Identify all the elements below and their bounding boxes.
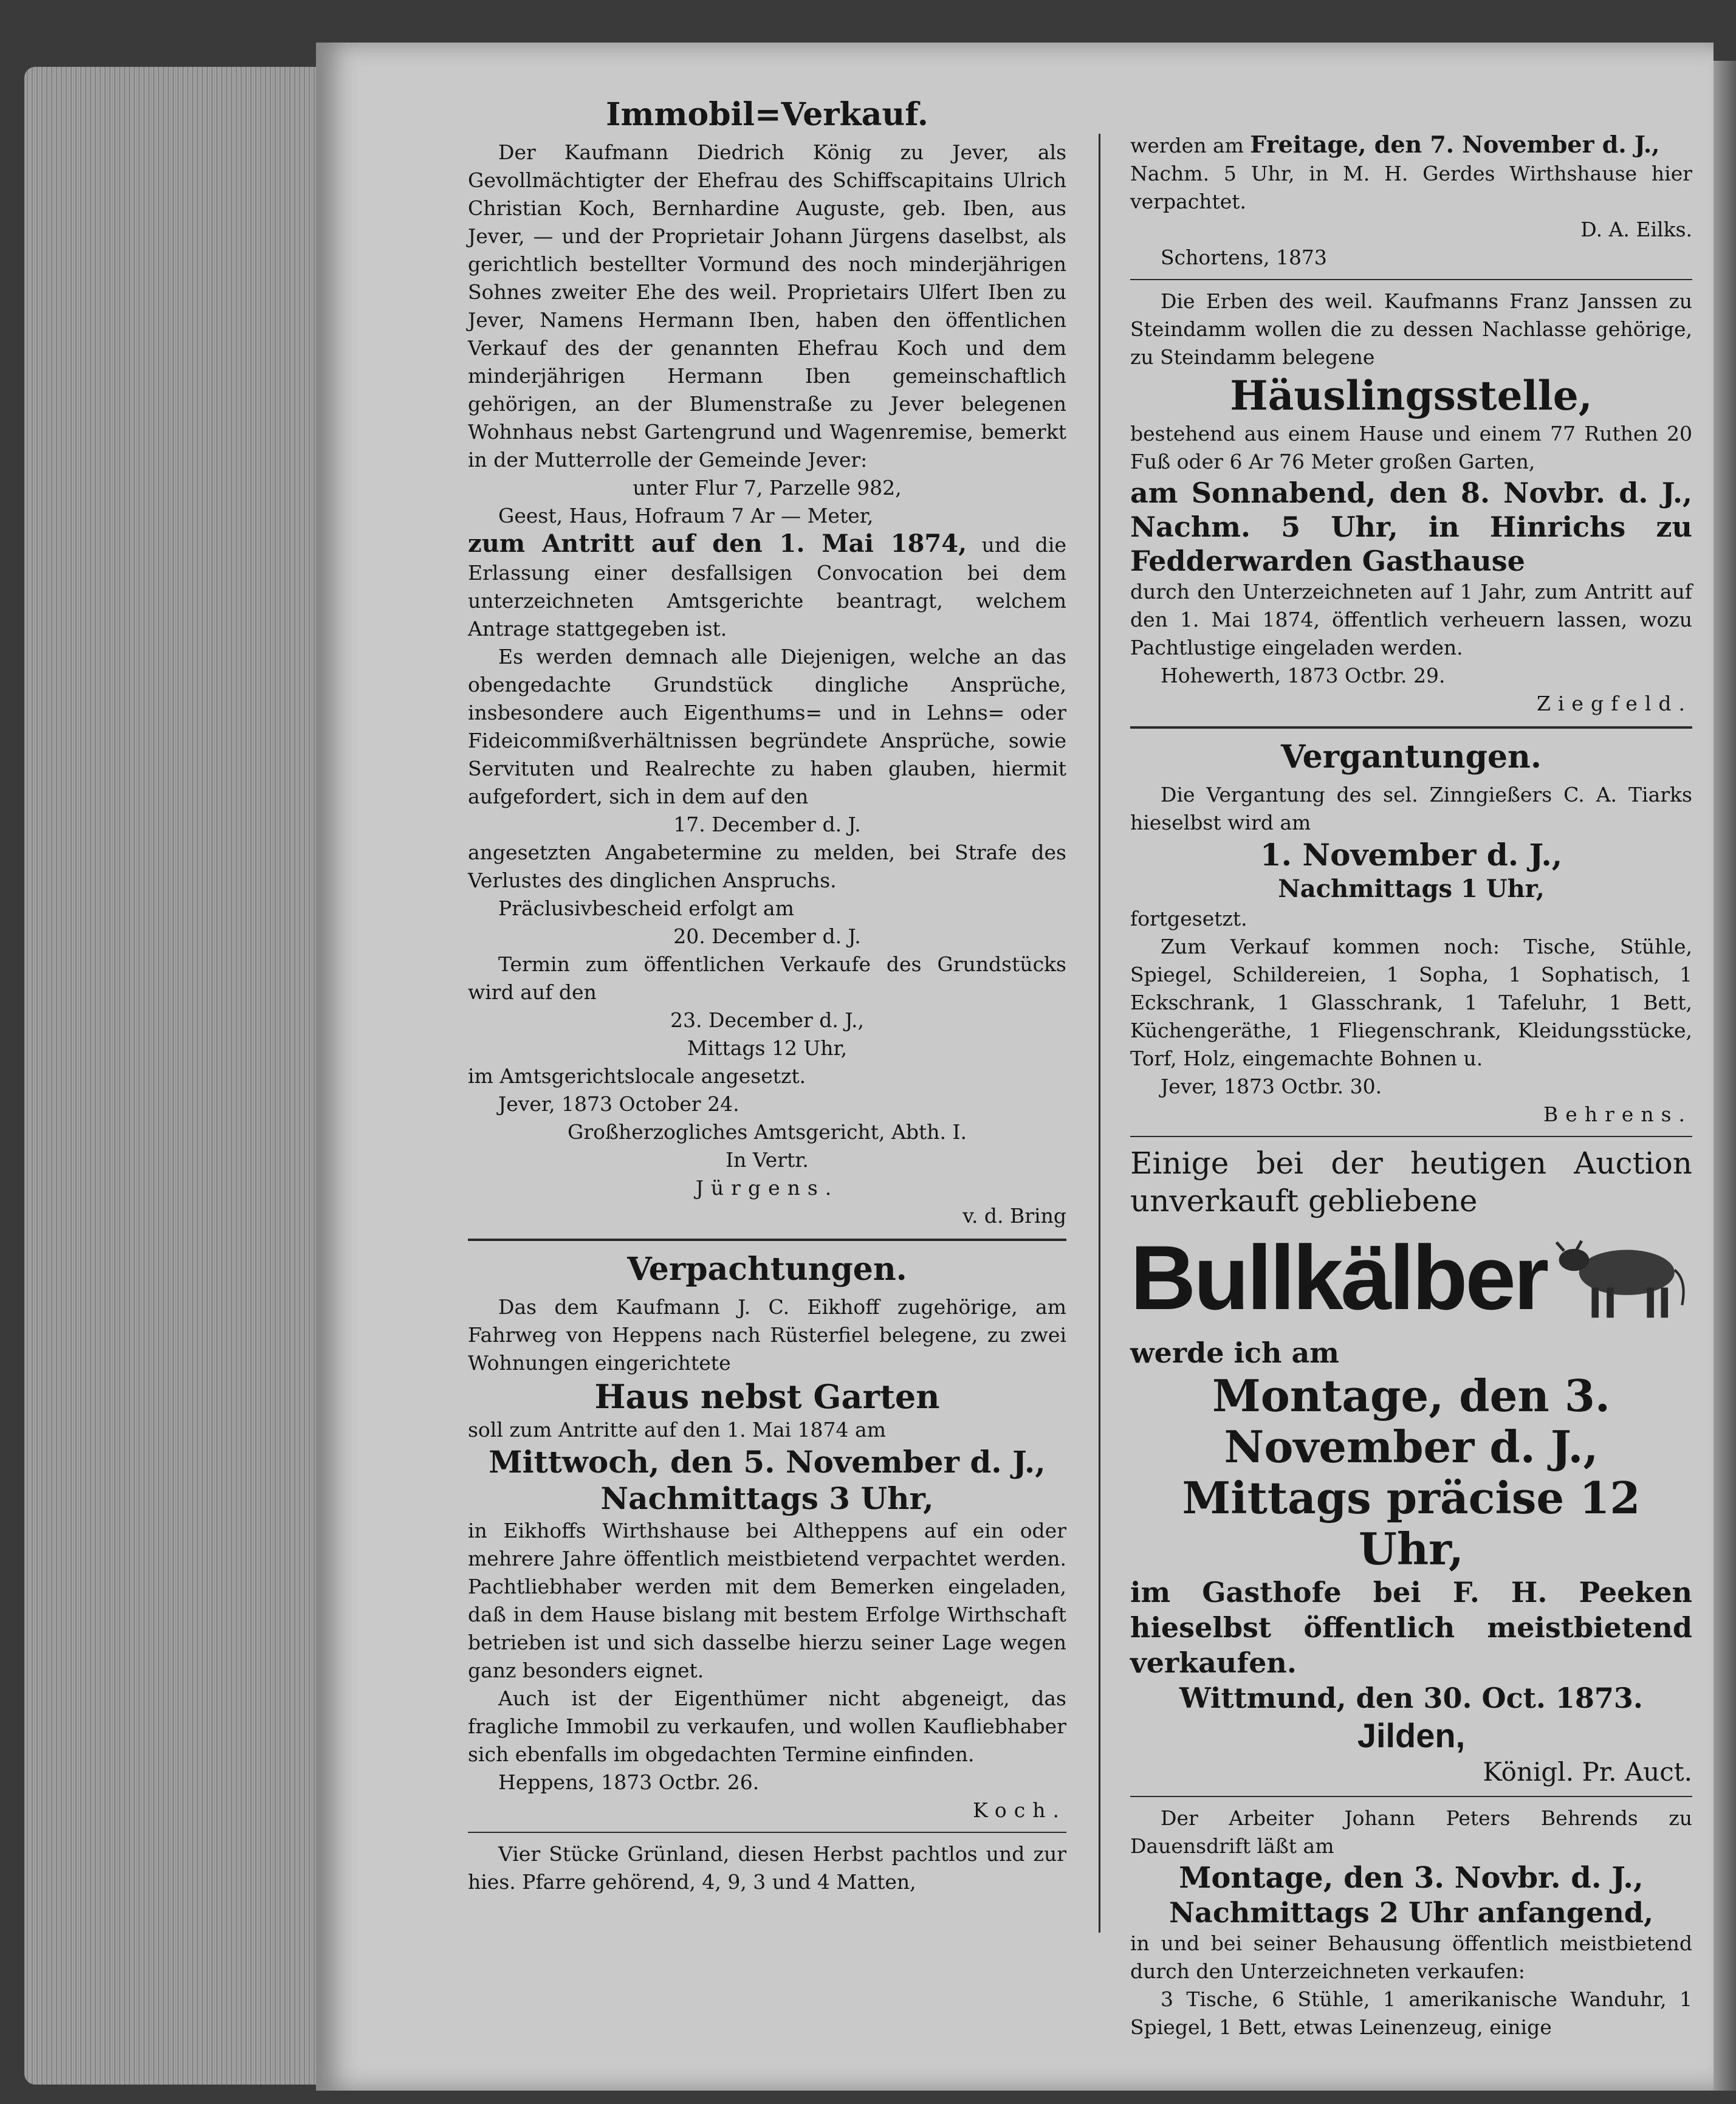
signature: Koch. xyxy=(973,1798,1066,1822)
signature: Jilden, xyxy=(1357,1716,1466,1755)
signature-2: v. d. Bring xyxy=(962,1204,1066,1228)
signature-1: Jürgens. xyxy=(695,1176,839,1200)
in-vertretung: In Vertr. xyxy=(726,1148,809,1172)
ad-headline: Häuslingsstelle, xyxy=(1230,372,1593,419)
place-date: Schortens, 1873 xyxy=(1161,246,1327,269)
auction-date: Montage, den 3. November d. J., Mittags präcise 12 Uhr, xyxy=(1182,1370,1641,1575)
signature: Ziegfeld. xyxy=(1536,692,1692,715)
ad-separator xyxy=(1130,726,1692,729)
place-date: Jever, 1873 October 24. xyxy=(498,1092,739,1116)
ad-body: Vier Stücke Grünland, diesen Herbst pachtlos und zur hies. Pfarre gehörend, 4, 9, 3 und 4 Matten, xyxy=(468,1842,1066,1894)
ad-verpachtung-schortens xyxy=(1130,131,1692,272)
auction-time: Nachmittags 3 Uhr, xyxy=(600,1480,934,1516)
ad-body: Der Arbeiter Johann Peters Behrends zu Dauensdrift läßt am xyxy=(1130,1806,1692,1858)
antritt-bold: zum Antritt auf den 1. Mai 1874, xyxy=(468,529,967,558)
ad-body: Das dem Kaufmann J. C. Eikhoff zugehörige, am Fahrweg von Heppens nach Rüsterfiel belegene, zu zwei Wohnungen eingerichtete xyxy=(468,1295,1066,1375)
ad-body-2: fortgesetzt. xyxy=(1130,907,1247,930)
page-right-edge xyxy=(1714,61,1736,2091)
ad-separator xyxy=(1130,1136,1692,1137)
book-page-edges xyxy=(24,67,340,2085)
ad-body-5: Termin zum öffentlichen Verkaufe des Grundstücks wird auf den xyxy=(468,952,1066,1004)
ad-vergantungen xyxy=(1130,737,1692,1129)
ad-haeuslingsstelle xyxy=(1130,287,1692,718)
line1-bold: Freitage, den 7. November d. J., xyxy=(1250,131,1660,158)
line1-pre: werden am xyxy=(1130,134,1244,157)
date-line-2: 20. December d. J. xyxy=(673,924,861,948)
ad-body-3: durch den Unterzeichneten auf 1 Jahr, zum Antritt auf den 1. Mai 1874, öffentlich verheuern lassen, wozu Pachtlustige eingeladen werden. xyxy=(1130,580,1692,659)
time-line-3: Mittags 12 Uhr, xyxy=(687,1036,848,1060)
ad-body: Nachm. 5 Uhr, in M. H. Gerdes Wirthshause hier verpachtet. xyxy=(1130,162,1692,213)
ad-body-3: in Eikhoffs Wirthshause bei Altheppens auf ein oder mehrere Jahre öffentlich meistbietend verpachtet werden. Pachtliebhaber werden mit dem Bemerken eingeladen, daß in dem Hause bislang mit bestem Erfolge Wirthschaft betrieben ist und sich dasselbe hierzu seiner Lage wegen ganz besonders eignet. xyxy=(468,1519,1066,1682)
ad-body-4: Präclusivbescheid erfolgt am xyxy=(498,896,794,920)
court-name: Großherzogliches Amtsgericht, Abth. I. xyxy=(567,1120,967,1144)
signature: Behrens. xyxy=(1543,1102,1692,1126)
ad-body-2: soll zum Antritte auf den 1. Mai 1874 am xyxy=(468,1418,886,1442)
auction-time: Nachmittags 2 Uhr anfangend, xyxy=(1168,1896,1653,1929)
ad-body: Der Kaufmann Diedrich König zu Jever, als Gevollmächtigter der Ehefrau des Schiffscapitains Ulrich Christian Koch, Bernhardine Auguste, geb. Iben, aus Jever, — und der Proprietair Johann Jürgens daselbst, als gerichtlich bestellter Vormund des noch minderjährigen Sohnes zweiter Ehe des weil. Proprietairs Ulfert Iben zu Jever, Namens Hermann Iben, haben den öffentlichen Verkauf des der genannten Ehefrau Koch und dem minderjährigen Hermann Iben gemeinschaftlich gehörigen, an der Blumenstraße zu Jever belegenen Wohnhaus nebst Gartengrund und Wagenremise, bemerkt in der Mutterrolle der Gemeinde Jever: xyxy=(468,140,1066,472)
place-date: Heppens, 1873 Octbr. 26. xyxy=(498,1770,760,1794)
ad-body: Die Erben des weil. Kaufmanns Franz Janssen zu Steindamm wollen die zu dessen Nachlasse gehörige, zu Steindamm belegene xyxy=(1130,289,1692,369)
auction-date: 1. November d. J., xyxy=(1260,837,1563,873)
auction-date: Montage, den 3. Novbr. d. J., xyxy=(1179,1861,1644,1895)
ad-body-3: Zum Verkauf kommen noch: Tische, Stühle, Spiegel, Schildereien, 1 Sopha, 1 Sophatisch, 1 Eckschrank, 1 Glasschrank, 1 Tafeluhr, 1 Bett, Küchengeräthe, 1 Fliegenschrank, Kleidungsstücke, Torf, Holz, eingemachte Bohnen u. xyxy=(1130,935,1692,1070)
column-divider xyxy=(1099,134,1100,1933)
ad-separator xyxy=(468,1832,1066,1833)
ad-body: werde ich am xyxy=(1130,1336,1339,1369)
ad-title: Verpachtungen. xyxy=(627,1251,907,1288)
ad-behrends xyxy=(1130,1804,1692,2041)
auction-date: Mittwoch, den 5. November d. J., xyxy=(489,1444,1046,1480)
signature: D. A. Eilks. xyxy=(1580,218,1692,241)
ad-body-6: im Amtsgerichtslocale angesetzt. xyxy=(468,1064,806,1088)
ad-separator xyxy=(1130,279,1692,280)
auction-time: Nachmittags 1 Uhr, xyxy=(1278,875,1545,903)
antritt-rest: und die Erlassung einer desfallsigen Convocation bei dem unterzeichneten Amtsgerichte beantragt, welchem Antrage stattgegeben ist. xyxy=(468,533,1066,641)
ad-gruenland xyxy=(468,1840,1066,1896)
ad-title: Vergantungen. xyxy=(1281,738,1542,775)
right-column xyxy=(1130,131,1692,2041)
ad-separator xyxy=(468,1239,1066,1241)
date-line-1: 17. December d. J. xyxy=(673,813,861,836)
ad-body-2: im Gasthofe bei F. H. Peeken hieselbst öffentlich meistbietend verkaufen. xyxy=(1130,1576,1692,1679)
ad-body-4: Auch ist der Eigenthümer nicht abgeneigt, das fragliche Immobil zu verkaufen, und wollen Kaufliebhaber sich ebenfalls im obgedachten Termine einfinden. xyxy=(468,1686,1066,1766)
ad-title: Immobil=Verkauf. xyxy=(606,96,928,133)
ad-headline: Bullkälber xyxy=(1130,1226,1547,1329)
item-list: 3 Tische, 6 Stühle, 1 amerikanische Wanduhr, 1 Spiegel, 1 Bett, etwas Leinenzeug, einige xyxy=(1130,1987,1692,2039)
area-line: Geest, Haus, Hofraum 7 Ar — Meter, xyxy=(498,504,874,528)
ad-immobil-verkauf xyxy=(468,95,1066,1230)
ad-headline: Haus nebst Garten xyxy=(594,1377,940,1416)
ad-body: Die Vergantung des sel. Zinngießers C. A. Tiarks hieselbst wird am xyxy=(1130,783,1692,834)
left-column xyxy=(468,91,1066,1896)
place-date: Jever, 1873 Octbr. 30. xyxy=(1161,1074,1382,1098)
ad-separator xyxy=(1130,1796,1692,1797)
ad-bullkaelber xyxy=(1130,1144,1692,1789)
bull-icon xyxy=(1546,1220,1692,1335)
date-line-3: 23. December d. J., xyxy=(670,1008,864,1032)
ad-body-3: angesetzten Angabetermine zu melden, bei Strafe des Verlustes des dinglichen Anspruchs. xyxy=(468,841,1066,892)
ad-body-2: in und bei seiner Behausung öffentlich meistbietend durch den Unterzeichneten verkaufen: xyxy=(1130,1931,1692,1983)
ad-body-2: bestehend aus einem Hause und einem 77 Ruthen 20 Fuß oder 6 Ar 76 Meter großen Garten, xyxy=(1130,422,1692,473)
parcel-line: unter Flur 7, Parzelle 982, xyxy=(633,476,902,500)
signature-title: Königl. Pr. Auct. xyxy=(1483,1757,1692,1787)
place-date: Wittmund, den 30. Oct. 1873. xyxy=(1179,1682,1643,1714)
place-date: Hohewerth, 1873 Octbr. 29. xyxy=(1161,664,1446,687)
ad-body-2: Es werden demnach alle Diejenigen, welche an das obengedachte Grundstück dingliche Ansprüche, insbesondere auch Eigenthums= und in Lehns= oder Fideicommißverhältnissen begründete Ansprüche, sowie Servituten und Realrechte zu haben glauben, hiermit aufgefordert, sich in dem auf den xyxy=(468,645,1066,808)
ad-verpachtungen xyxy=(468,1250,1066,1824)
ad-intro: Einige bei der heutigen Auction unverkauft gebliebene xyxy=(1130,1146,1692,1219)
headline-row xyxy=(1130,1220,1692,1335)
auction-date: am Sonnabend, den 8. Novbr. d. J., Nachm. 5 Uhr, in Hinrichs zu Fedderwarden Gasthause xyxy=(1130,476,1692,577)
